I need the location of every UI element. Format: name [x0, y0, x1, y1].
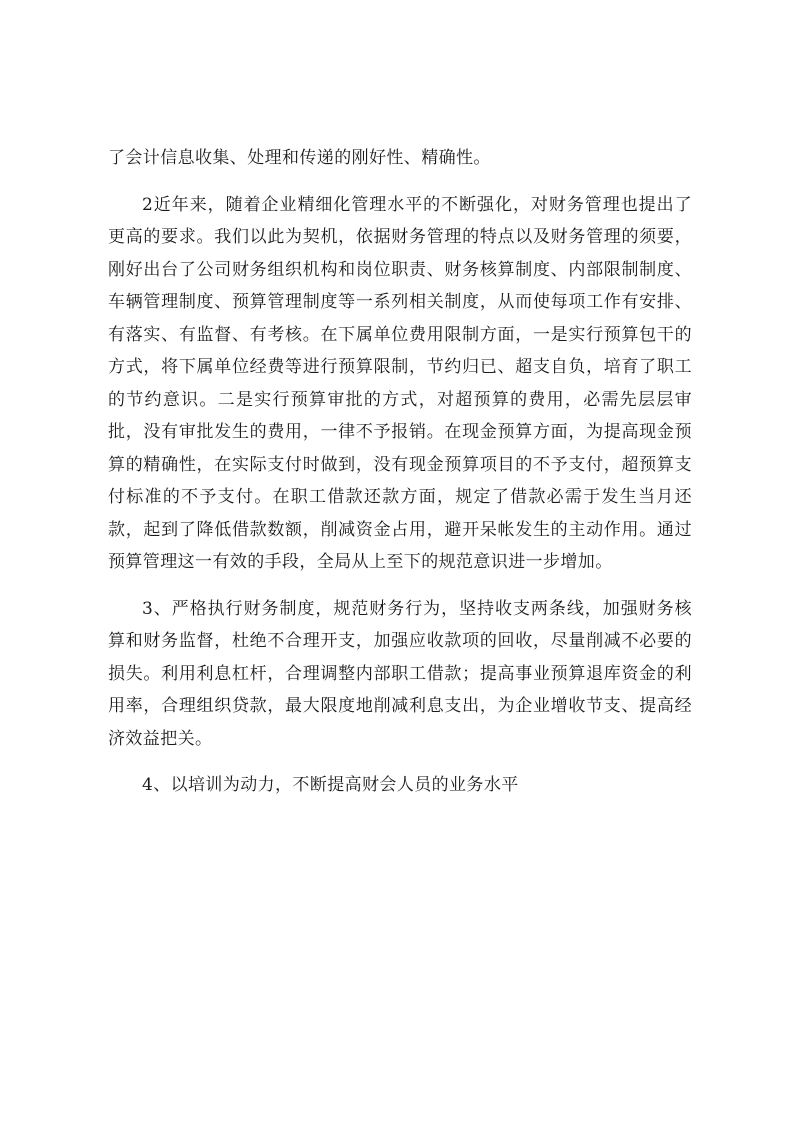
document-body	[108, 142, 692, 816]
paragraph-3: 3、严格执行财务制度，规范财务行为，坚持收支两条线，加强财务核算和财务监督，杜绝不合理开支，加强应收款项的回收，尽量削减不必要的损失。利用利息杠杆，合理调整内部职工借款；提高事业预算退库资金的利用率，合理组织贷款，最大限度地削减利息支出，为企业增收节支、提高经济效益把关。	[108, 598, 692, 749]
paragraph-continuation: 了会计信息收集、处理和传递的刚好性、精确性。	[108, 148, 491, 168]
paragraph-4: 4、以培训为动力，不断提高财会人员的业务水平	[142, 775, 519, 795]
paragraph-2: 2近年来，随着企业精细化管理水平的不断强化，对财务管理也提出了更高的要求。我们以此为契机，依据财务管理的特点以及财务管理的须要，刚好出台了公司财务组织机构和岗位职责、财务核算制度、内部限制制度、车辆管理制度、预算管理制度等一系列相关制度，从而使每项工作有安排、有落实、有监督、有考核。在下属单位费用限制方面，一是实行预算包干的方式，将下属单位经费等进行预算限制，节约归已、超支自负，培育了职工的节约意识。二是实行预算审批的方式，对超预算的费用，必需先层层审批，没有审批发生的费用，一律不予报销。在现金预算方面，为提高现金预算的精确性，在实际支付时做到，没有现金预算项目的不予支付，超预算支付标准的不予支付。在职工借款还款方面，规定了借款必需于发生当月还款，起到了降低借款数额，削减资金占用，避开呆帐发生的主动作用。通过预算管理这一有效的手段，全局从上至下的规范意识进一步增加。	[108, 194, 692, 572]
